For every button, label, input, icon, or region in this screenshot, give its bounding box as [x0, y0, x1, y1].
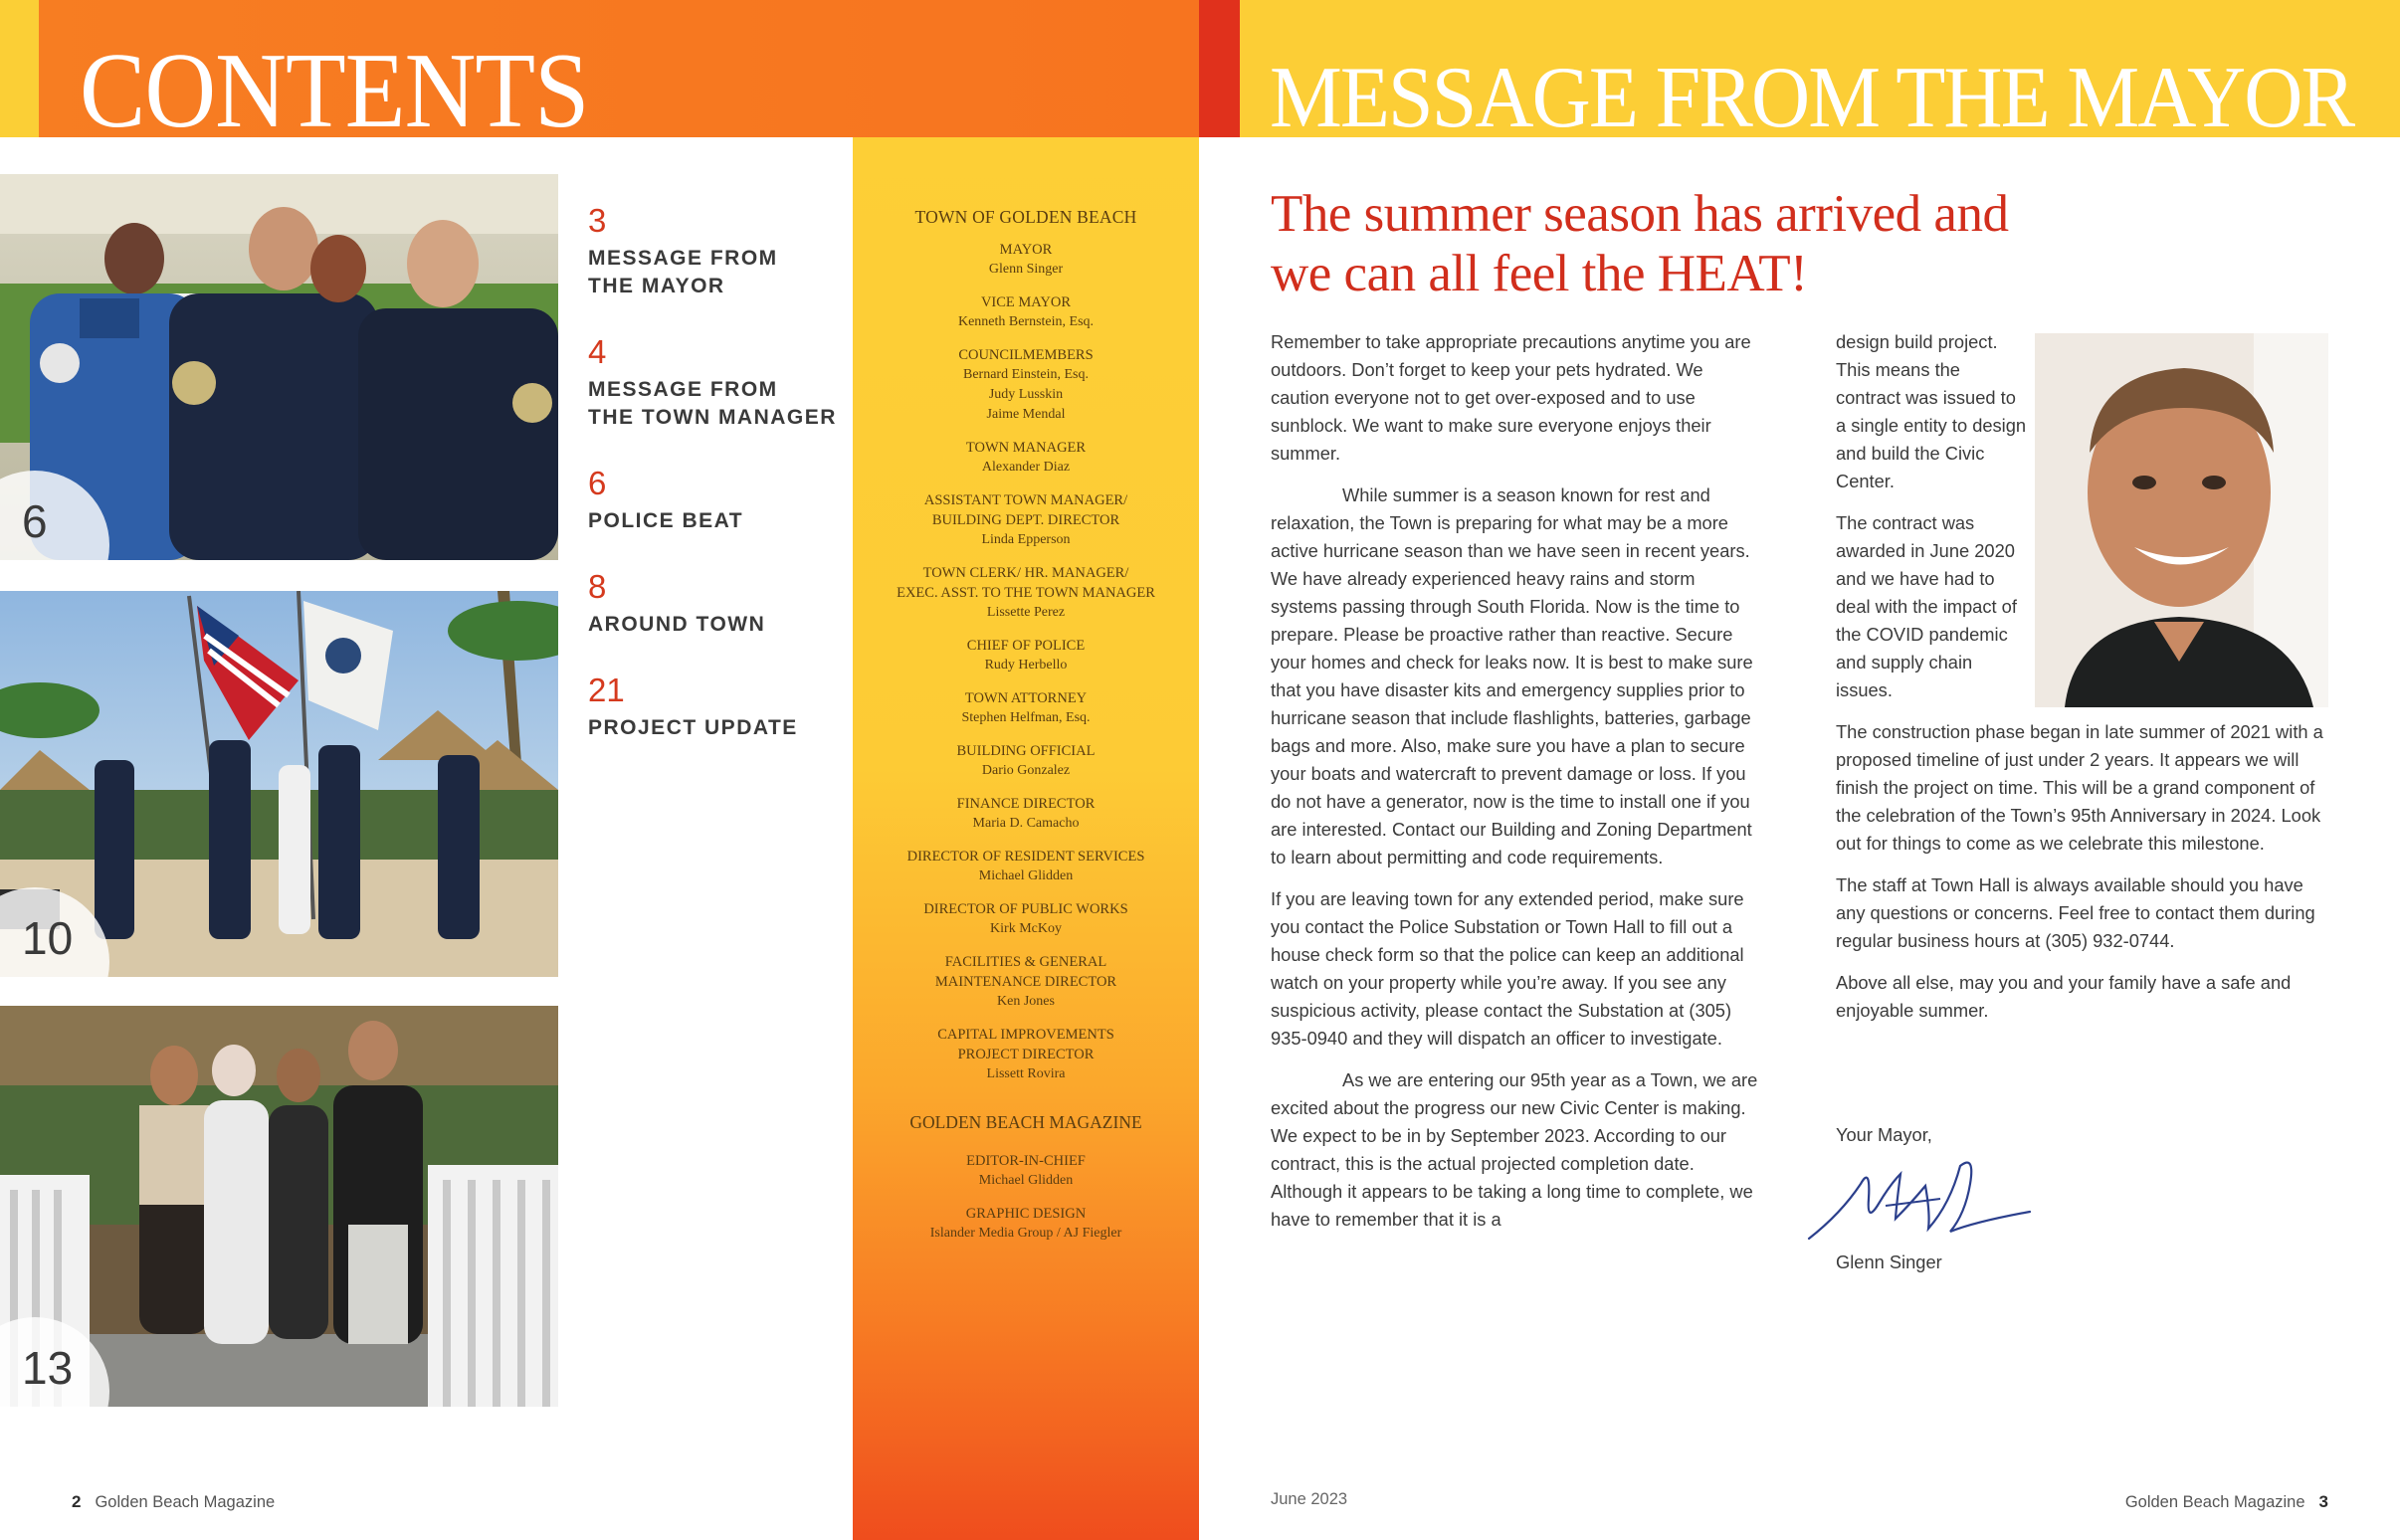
staff-role: DIRECTOR OF RESIDENT SERVICES [906, 849, 1145, 865]
toc-page-number: 3 [588, 202, 607, 239]
article-paragraph: The staff at Town Hall is always available should you have any questions or concerns. Feel free to contact them during regular business hours at (305) 932-0744. [1836, 874, 2315, 951]
honor-guard-photo[interactable] [0, 591, 558, 977]
right-page-footer [2125, 1492, 2328, 1512]
toc-label: MESSAGE FROM THE TOWN MANAGER [588, 378, 837, 429]
staff-name: Stephen Helfman, Esq. [961, 710, 1091, 725]
toc-label: POLICE BEAT [588, 509, 744, 532]
staff-name: Lissette Perez [986, 605, 1066, 620]
signature-mark [1801, 1144, 2050, 1253]
staff-role: COUNCILMEMBERS [958, 347, 1094, 363]
staff-entry [853, 563, 1199, 623]
mayor-portrait-image [2035, 333, 2328, 707]
toc-page-number: 6 [588, 465, 607, 501]
page-number: 6 [22, 495, 48, 547]
staff-name: Kenneth Bernstein, Esq. [957, 314, 1095, 329]
header-band-gutter [1199, 0, 1240, 137]
staff-role: EDITOR-IN-CHIEF [966, 1153, 1086, 1169]
issue-date: June 2023 [1271, 1490, 1348, 1508]
group-photo[interactable] [0, 1006, 558, 1407]
header-band-left-edge [0, 0, 39, 137]
toc-label: AROUND TOWN [588, 613, 766, 636]
staff-entry [853, 1204, 1199, 1244]
article-headline: The summer season has arrived and we can all feel the HEAT! [1271, 185, 2009, 302]
contents-title: CONTENTS [80, 32, 589, 150]
signer-name: Glenn Singer [1836, 1251, 1942, 1272]
toc-label: PROJECT UPDATE [588, 716, 798, 739]
staff-name: Michael Glidden [978, 1173, 1074, 1188]
staff-name: Islander Media Group / AJ Fiegler [929, 1226, 1122, 1241]
toc-item[interactable] [588, 467, 743, 535]
right-page-number: 3 [2318, 1492, 2328, 1511]
staff-name: Rudy Herbello [984, 658, 1068, 673]
staff-heading: TOWN OF GOLDEN BEACH [914, 207, 1137, 227]
article-column-1 [1271, 328, 1766, 1248]
staff-name: Dario Gonzalez [981, 763, 1071, 778]
toc-item[interactable] [588, 570, 765, 639]
left-page-footer [72, 1492, 275, 1512]
staff-role: TOWN CLERK/ HR. MANAGER/ EXEC. ASST. TO THE TOWN MANAGER [897, 565, 1155, 601]
article-paragraph: Above all else, may you and your family have a safe and enjoyable summer. [1836, 972, 2292, 1021]
page-number: 10 [22, 912, 74, 964]
staff-role: DIRECTOR OF PUBLIC WORKS [923, 901, 1128, 917]
staff-entry [853, 490, 1199, 550]
staff-role: TOWN ATTORNEY [964, 690, 1088, 706]
mayor-section-title: MESSAGE FROM THE MAYOR [1270, 50, 2354, 146]
staff-role: CHIEF OF POLICE [966, 638, 1086, 654]
staff-role: GRAPHIC DESIGN [965, 1206, 1087, 1222]
article-column-2-top [1836, 328, 2030, 718]
staff-role: FACILITIES & GENERAL MAINTENANCE DIRECTOR [934, 954, 1117, 990]
toc-item[interactable] [588, 674, 798, 742]
toc-page-number: 8 [588, 568, 607, 605]
toc-label: MESSAGE FROM THE MAYOR [588, 247, 778, 297]
toc-page-number: 21 [588, 672, 625, 708]
staff-role: BUILDING OFFICIAL [956, 743, 1096, 759]
staff-entry [853, 292, 1199, 332]
staff-name: Alexander Diaz [981, 460, 1071, 475]
magazine-name: Golden Beach Magazine [95, 1493, 276, 1511]
magazine-heading: GOLDEN BEACH MAGAZINE [909, 1112, 1142, 1132]
left-page-number: 2 [72, 1492, 82, 1511]
staff-role: CAPITAL IMPROVEMENTS PROJECT DIRECTOR [937, 1027, 1114, 1062]
staff-name: Bernard Einstein, Esq. Judy Lusskin Jaime Mendal [963, 367, 1089, 422]
article-paragraph: Remember to take appropriate precautions anytime you are outdoors. Don’t forget to keep your pets hydrated. We caution everyone not to get over-exposed and to use sunblock. We want to make sure everyone enjoys their summer. [1271, 331, 1751, 464]
staff-directory [853, 207, 1199, 1256]
staff-entry [853, 438, 1199, 478]
staff-name: Michael Glidden [978, 868, 1074, 883]
staff-entry [853, 1151, 1199, 1191]
staff-role: ASSISTANT TOWN MANAGER/ BUILDING DEPT. DIRECTOR [923, 492, 1128, 528]
mayor-portrait[interactable] [2035, 333, 2328, 707]
staff-directory-column [853, 137, 1199, 1540]
staff-entry [853, 847, 1199, 886]
article-paragraph: While summer is a season known for rest and relaxation, the Town is preparing for what may be a more active hurricane season than we have seen in recent years. We have already experienced heavy rains and storm systems passing through South Florida. Now is the time to prepare. Please be proactive rather than reactive. Secure your homes and check for leaks now. It is best to make sure that you have disaster kits and emergency supplies prior to hurricane season that include flashlights, batteries, garbage bags and more. Also, make sure you have a plan to secure your boats and watercraft to prevent damage or loss. If you do not have a generator, now is the time to install one if you are interested. Contact our Building and Zoning Department to learn about permitting and code requirements. [1271, 484, 1753, 867]
article-paragraph: The contract was awarded in June 2020 and we have had to deal with the impact of the COVID pandemic and supply chain issues. [1836, 512, 2017, 700]
staff-name: Ken Jones [997, 994, 1055, 1009]
toc-item[interactable] [588, 335, 837, 432]
article-paragraph: If you are leaving town for any extended period, make sure you contact the Police Substation or Town Hall to fill out a house check form so that the police can keep an additional watch on your property while you’re away. If you see any suspicious activity, please contact the Substation at (305) 935-0940 and they will dispatch an officer to investigate. [1271, 888, 1744, 1049]
staff-entry [853, 1025, 1199, 1084]
staff-role: VICE MAYOR [980, 294, 1072, 310]
magazine-name: Golden Beach Magazine [2124, 1493, 2305, 1511]
staff-name: Linda Epperson [981, 532, 1071, 547]
staff-entry [853, 345, 1199, 425]
staff-name: Glenn Singer [988, 262, 1064, 277]
police-officers-photo[interactable] [0, 174, 558, 560]
article-paragraph: As we are entering our 95th year as a Town, we are excited about the progress our new Civic Center is making. We expect to be in by September 2023. According to our contract, this is the actual projected completion date. Although it appears to be taking a long time to complete, we have to remember that it is a [1271, 1069, 1758, 1230]
page-number: 13 [22, 1342, 74, 1394]
staff-role: FINANCE DIRECTOR [956, 796, 1096, 812]
article-paragraph: The construction phase began in late summer of 2021 with a proposed timeline of just under 2 years. It appears we will finish the project on time. This will be a grand component of the celebration of the Town’s 95th Anniversary in 2024. Look out for things to come as we celebrate this milestone. [1836, 721, 2323, 854]
staff-entry [853, 636, 1199, 675]
article-paragraph: design build project. This means the contract was issued to a single entity to design and build the Civic Center. [1836, 331, 2027, 491]
sign-off: Your Mayor, [1836, 1124, 1932, 1145]
staff-entry [853, 952, 1199, 1012]
staff-name: Lissett Rovira [986, 1066, 1066, 1081]
staff-entry [853, 741, 1199, 781]
staff-name: Kirk McKoy [990, 921, 1062, 936]
article-column-2 [1836, 718, 2333, 1039]
toc-item[interactable] [588, 204, 778, 300]
staff-entry [853, 688, 1199, 728]
staff-entry [853, 794, 1199, 834]
staff-role: MAYOR [999, 242, 1053, 258]
staff-role: TOWN MANAGER [965, 440, 1087, 456]
toc-page-number: 4 [588, 333, 607, 370]
staff-name: Maria D. Camacho [972, 816, 1080, 831]
staff-entry [853, 899, 1199, 939]
staff-entry [853, 240, 1199, 280]
